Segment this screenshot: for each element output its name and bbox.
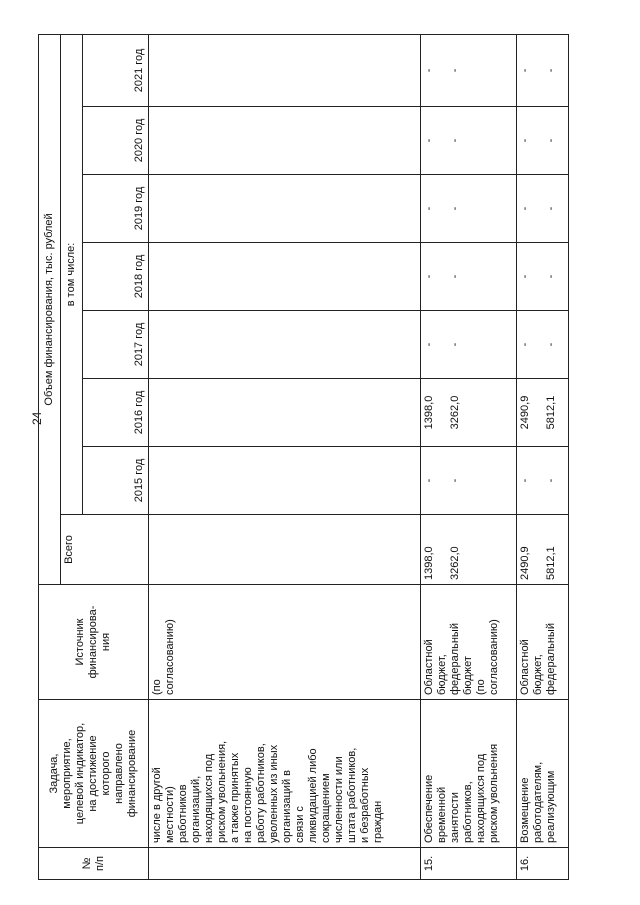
row-year-value (149, 243, 421, 311)
header-source: Источник финансирова- ния (39, 585, 149, 700)
table-row (149, 34, 421, 879)
row-year-value (149, 311, 421, 379)
row-task: числе в другой местности) работников организаций, находящихся под риском увольнения, а также принятых на постоянную работу работников, уволенных из иных организаций в связи с ликвидацией либо сокращением численности или штата работников, и безработных граждан (149, 700, 421, 848)
row-year-value: 1398,0 3262,0 (421, 379, 517, 447)
header-year: 2015 год (83, 447, 149, 515)
row-year-value: - - (517, 107, 569, 175)
row-source: Областной бюджет, федеральный бюджет (по согласованию) (421, 585, 517, 700)
row-year-value: - - (421, 243, 517, 311)
row-year-value: - - (517, 175, 569, 243)
row-total: 2490,9 5812,1 (517, 515, 569, 585)
header-year: 2021 год (83, 34, 149, 106)
header-year: 2019 год (83, 175, 149, 243)
row-year-value: - - (421, 447, 517, 515)
row-year-value: - - (421, 311, 517, 379)
row-total: 1398,0 3262,0 (421, 515, 517, 585)
table-row (517, 34, 569, 879)
row-year-value: - - (517, 34, 569, 106)
row-year-value (149, 447, 421, 515)
header-num: № п/п (39, 848, 149, 880)
row-year-value: - - (517, 447, 569, 515)
header-volume: Объем финансирования, тыс. рублей (39, 34, 61, 584)
row-year-value (149, 34, 421, 106)
row-year-value (149, 107, 421, 175)
row-task: Обеспечение временной занятости работников, находящихся под риском увольнения (421, 700, 517, 848)
row-year-value: - - (421, 175, 517, 243)
header-task: Задача, мероприятие, целевой индикатор, на достижение которого направлено финансирование (39, 700, 149, 848)
header-year: 2016 год (83, 379, 149, 447)
row-year-value: - - (517, 311, 569, 379)
header-year: 2020 год (83, 107, 149, 175)
row-year-value: - - (421, 34, 517, 106)
financing-table-sheet (38, 35, 610, 880)
header-total: Всего (61, 515, 149, 585)
row-task: Возмещение работодателям, реализующим (517, 700, 569, 848)
header-including: в том числе: (61, 34, 83, 514)
header-year: 2017 год (83, 311, 149, 379)
row-source: (по согласованию) (149, 585, 421, 700)
row-number (149, 848, 421, 880)
row-year-value: - - (517, 243, 569, 311)
financing-table (38, 34, 569, 880)
row-year-value: 2490,9 5812,1 (517, 379, 569, 447)
table-row (421, 34, 517, 879)
header-year: 2018 год (83, 243, 149, 311)
row-source: Областной бюджет, федеральный (517, 585, 569, 700)
row-year-value (149, 379, 421, 447)
row-number: 15. (421, 848, 517, 880)
row-number: 16. (517, 848, 569, 880)
row-year-value (149, 175, 421, 243)
row-year-value: - - (421, 107, 517, 175)
page-number: 24 (30, 411, 44, 425)
row-total (149, 515, 421, 585)
